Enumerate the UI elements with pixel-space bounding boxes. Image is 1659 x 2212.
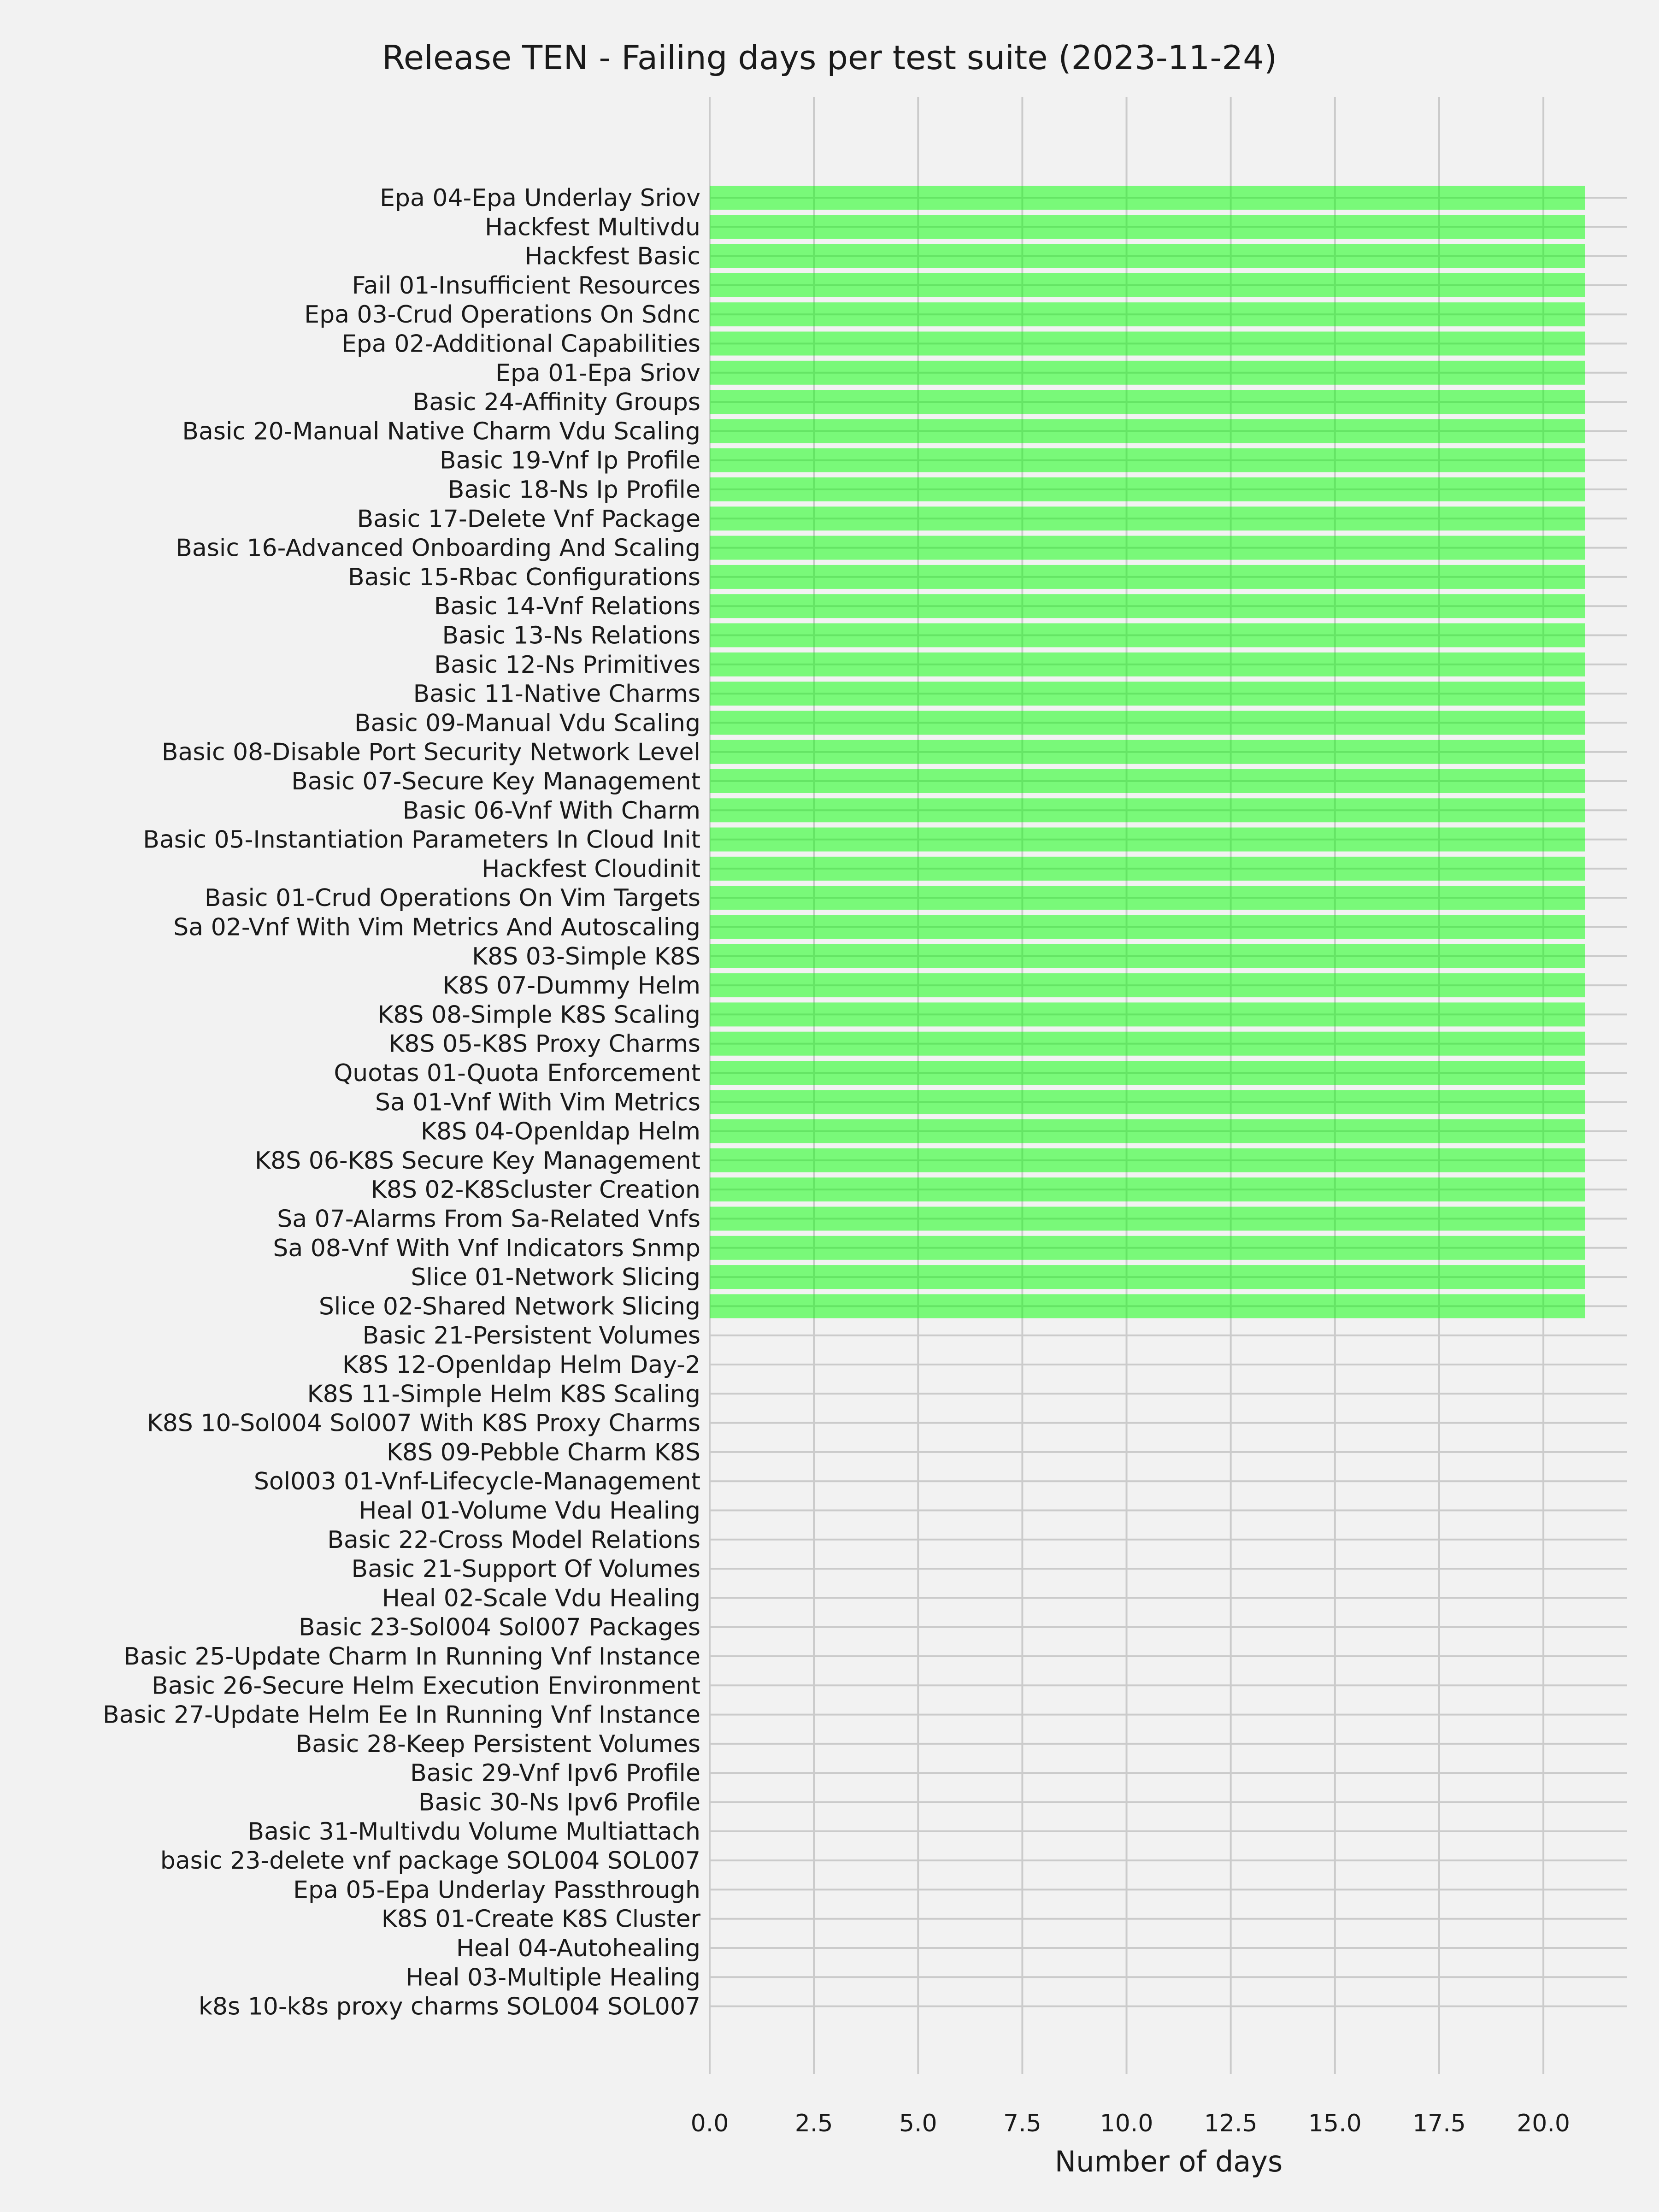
bar (710, 1090, 1585, 1114)
y-tick-label: Basic 01-Crud Operations On Vim Targets (204, 884, 700, 912)
y-tick-label: Heal 04-Autohealing (456, 1935, 700, 1962)
bar (710, 1148, 1585, 1172)
y-tick-label: Sa 01-Vnf With Vim Metrics (375, 1088, 700, 1117)
x-axis-label: Number of days (1054, 2145, 1283, 2178)
bar (710, 448, 1585, 472)
y-tick-label: Basic 31-Multivdu Volume Multiattach (247, 1818, 700, 1846)
y-tick-label: Fail 01-Insufficient Resources (352, 271, 700, 300)
bar (710, 273, 1585, 297)
y-tick-label: Basic 24-Affinity Groups (412, 388, 700, 417)
y-tick-label: Sa 02-Vnf With Vim Metrics And Autoscaling (173, 913, 700, 941)
y-tick-label: Sa 07-Alarms From Sa-Related Vnfs (277, 1205, 700, 1233)
y-tick-label: Basic 29-Vnf Ipv6 Profile (410, 1759, 700, 1788)
y-tick-label: Epa 02-Additional Capabilities (341, 330, 700, 358)
bar (710, 1207, 1585, 1231)
y-tick-label: Heal 02-Scale Vdu Healing (382, 1584, 700, 1612)
bar (710, 857, 1585, 881)
bar (710, 506, 1585, 530)
y-tick-label: Basic 18-Ns Ip Profile (447, 476, 700, 504)
bar (710, 361, 1585, 385)
bar (710, 1061, 1585, 1085)
x-tick-label: 5.0 (899, 2110, 937, 2137)
y-tick-label: Basic 09-Manual Vdu Scaling (354, 709, 700, 737)
y-tick-label: k8s 10-k8s proxy charms SOL004 SOL007 (198, 1993, 700, 2021)
x-tick-label: 17.5 (1412, 2110, 1466, 2137)
y-tick-label: K8S 05-K8S Proxy Charms (388, 1030, 700, 1058)
y-tick-label: Epa 05-Epa Underlay Passthrough (293, 1876, 700, 1904)
y-tick-label: Quotas 01-Quota Enforcement (334, 1059, 700, 1087)
y-tick-label: Basic 20-Manual Native Charm Vdu Scaling (182, 418, 700, 446)
y-tick-label: Basic 15-Rbac Configurations (348, 563, 700, 591)
y-tick-label: Basic 08-Disable Port Security Network Level (161, 738, 700, 766)
y-tick-label: Heal 01-Volume Vdu Healing (359, 1497, 700, 1525)
bar (710, 886, 1585, 910)
bar (710, 1294, 1585, 1318)
bar (710, 769, 1585, 793)
bar (710, 419, 1585, 443)
y-tick-label: Basic 21-Persistent Volumes (362, 1322, 700, 1350)
y-tick-label: K8S 03-Simple K8S (472, 942, 700, 971)
y-tick-label: Basic 17-Delete Vnf Package (357, 505, 700, 533)
x-tick-label: 20.0 (1517, 2110, 1570, 2137)
y-tick-label: Basic 23-Sol004 Sol007 Packages (299, 1613, 700, 1641)
bar (710, 711, 1585, 735)
bar (710, 944, 1585, 968)
y-tick-label: Basic 12-Ns Primitives (434, 651, 700, 679)
y-tick-label: Basic 27-Update Helm Ee In Running Vnf Instance (102, 1701, 700, 1729)
bar (710, 624, 1585, 647)
bar (710, 798, 1585, 822)
y-tick-label: Basic 14-Vnf Relations (434, 593, 700, 621)
bar (710, 1265, 1585, 1289)
bar (710, 332, 1585, 356)
y-tick-label: K8S 02-K8Scluster Creation (371, 1176, 700, 1204)
chart-title: Release TEN - Failing days per test suite (2023-11-24) (382, 38, 1277, 77)
y-tick-label: Epa 04-Epa Underlay Sriov (380, 184, 700, 212)
y-tick-label: Hackfest Multivdu (485, 213, 700, 241)
y-tick-label: K8S 09-Pebble Charm K8S (386, 1438, 700, 1466)
y-tick-label: Slice 02-Shared Network Slicing (318, 1293, 700, 1321)
y-tick-label: Basic 11-Native Charms (413, 680, 700, 708)
bar (710, 828, 1585, 852)
bar (710, 244, 1585, 268)
y-tick-label: Epa 01-Epa Sriov (495, 359, 700, 387)
bar (710, 1032, 1585, 1056)
y-tick-label: Basic 07-Secure Key Management (291, 768, 700, 795)
bar (710, 390, 1585, 414)
x-tick-label: 7.5 (1003, 2110, 1041, 2137)
y-tick-label: Basic 22-Cross Model Relations (327, 1526, 700, 1554)
bar (710, 215, 1585, 239)
y-tick-label: Slice 01-Network Slicing (411, 1264, 700, 1292)
x-tick-labels (691, 2110, 1570, 2137)
bar (710, 565, 1585, 589)
x-tick-label: 0.0 (690, 2110, 729, 2137)
y-tick-label: Basic 26-Secure Helm Execution Environment (152, 1672, 700, 1700)
y-tick-label: Hackfest Cloudinit (482, 855, 700, 883)
y-tick-label: Hackfest Basic (524, 242, 700, 271)
bar (710, 302, 1585, 326)
bar (710, 186, 1585, 210)
y-tick-label: Basic 06-Vnf With Charm (402, 797, 700, 825)
y-tick-label: K8S 10-Sol004 Sol007 With K8S Proxy Charms (147, 1409, 700, 1437)
x-tick-label: 10.0 (1100, 2110, 1153, 2137)
y-tick-label: Basic 16-Advanced Onboarding And Scaling (176, 534, 700, 562)
y-tick-label: Heal 03-Multiple Healing (406, 1964, 700, 1992)
y-tick-label: Basic 19-Vnf Ip Profile (439, 447, 700, 475)
y-tick-label: Epa 03-Crud Operations On Sdnc (304, 301, 700, 329)
x-tick-label: 15.0 (1308, 2110, 1362, 2137)
y-tick-label: K8S 07-Dummy Helm (442, 972, 700, 1000)
y-tick-label: Basic 30-Ns Ipv6 Profile (418, 1788, 700, 1817)
y-tick-label: Basic 05-Instantiation Parameters In Cloud Init (143, 826, 700, 854)
bar (710, 594, 1585, 618)
y-tick-label: K8S 06-K8S Secure Key Management (254, 1147, 700, 1175)
bar (710, 740, 1585, 764)
bar (710, 653, 1585, 677)
y-tick-label: K8S 01-Create K8S Cluster (381, 1905, 700, 1933)
bar (710, 1177, 1585, 1201)
bar (710, 1236, 1585, 1260)
bar (710, 973, 1585, 997)
bar (710, 477, 1585, 501)
y-tick-label: K8S 08-Simple K8S Scaling (377, 1001, 700, 1029)
y-tick-label: basic 23-delete vnf package SOL004 SOL007 (160, 1847, 700, 1875)
x-tick-label: 12.5 (1204, 2110, 1258, 2137)
bar (710, 682, 1585, 706)
x-tick-label: 2.5 (794, 2110, 833, 2137)
bar (710, 536, 1585, 560)
y-tick-label: Basic 13-Ns Relations (442, 622, 700, 650)
bar (710, 1119, 1585, 1143)
y-tick-label: Sa 08-Vnf With Vnf Indicators Snmp (273, 1234, 700, 1262)
y-tick-label: K8S 12-Openldap Helm Day-2 (342, 1351, 700, 1379)
y-tick-label: Basic 21-Support Of Volumes (351, 1555, 700, 1583)
y-tick-label: K8S 04-Openldap Helm (420, 1118, 700, 1146)
y-tick-label: Basic 28-Keep Persistent Volumes (295, 1730, 700, 1758)
bar (710, 1002, 1585, 1026)
y-tick-label: Sol003 01-Vnf-Lifecycle-Management (253, 1468, 700, 1496)
y-tick-label: Basic 25-Update Charm In Running Vnf Instance (124, 1643, 700, 1671)
y-tick-label: K8S 11-Simple Helm K8S Scaling (307, 1380, 700, 1408)
bar (710, 915, 1585, 939)
